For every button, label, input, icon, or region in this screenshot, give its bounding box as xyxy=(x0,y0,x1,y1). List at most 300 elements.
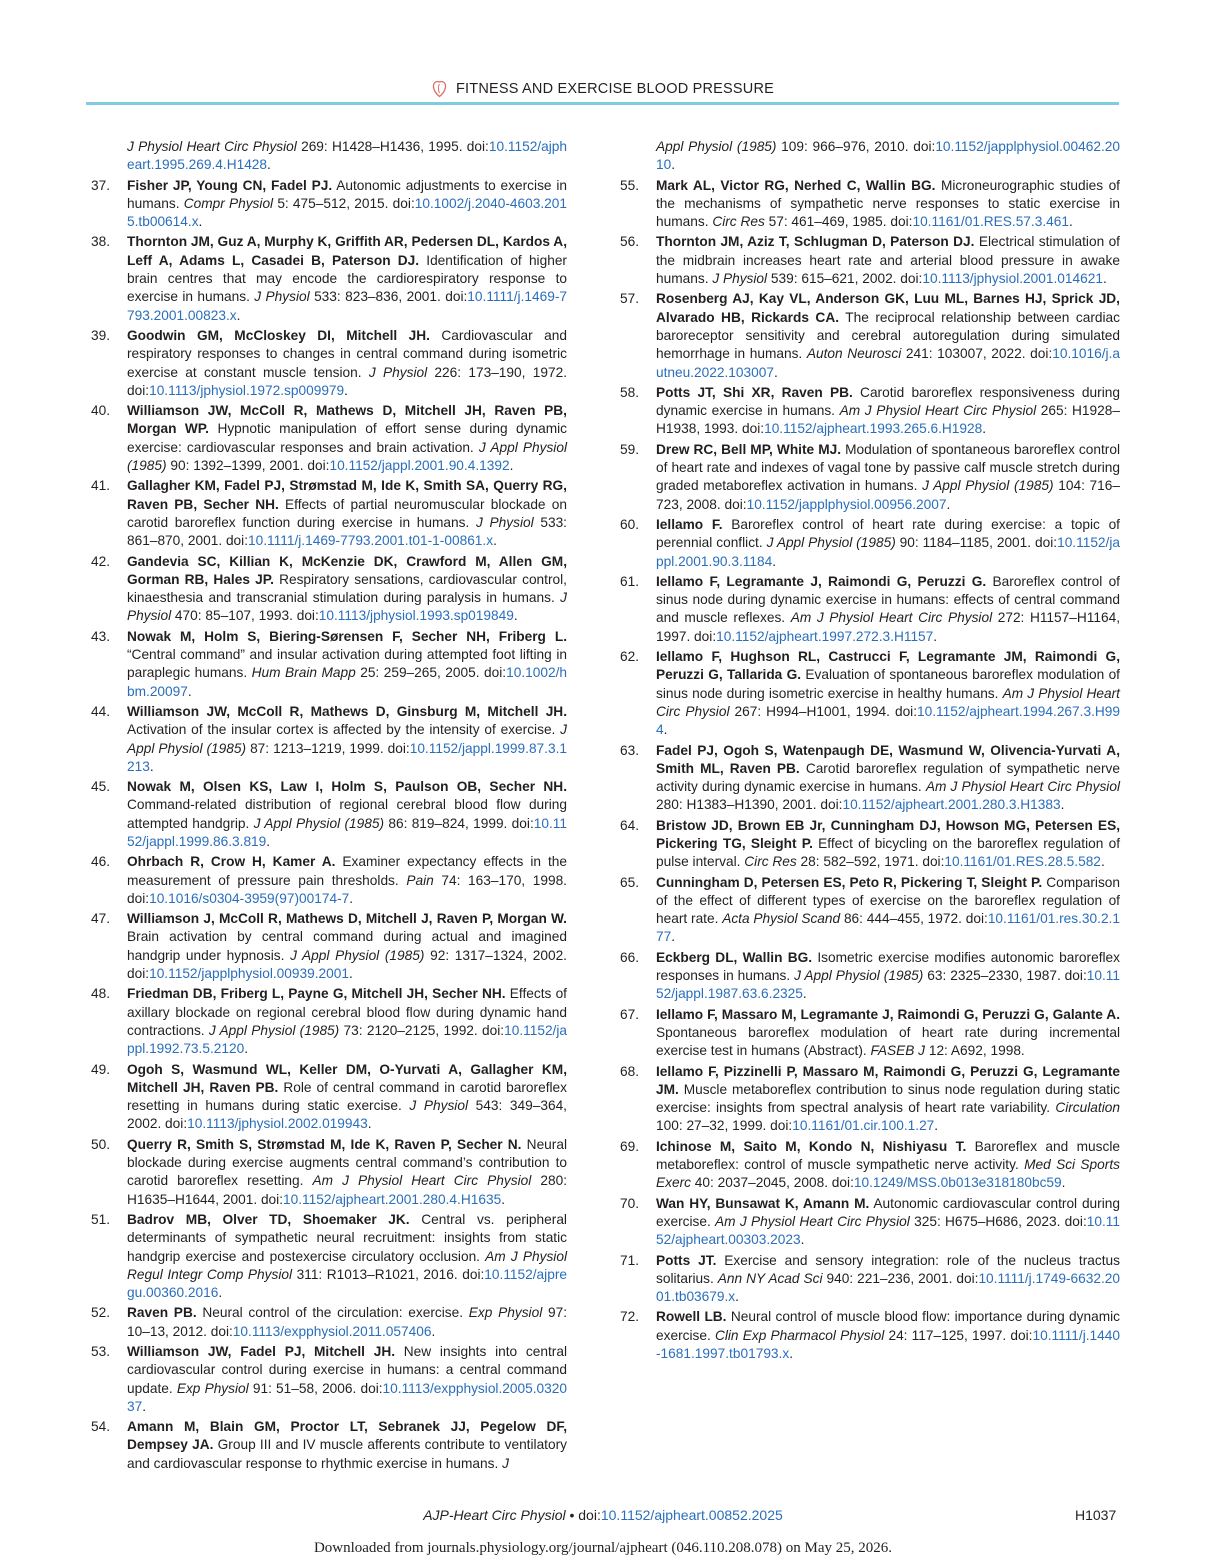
reference-end: . xyxy=(493,533,497,549)
reference-item xyxy=(89,1343,567,1416)
reference-doi-link[interactable]: 10.1152/ajpheart.00303.2023 xyxy=(656,1213,1121,1248)
reference-authors: Eckberg DL, Wallin BG. xyxy=(656,949,813,965)
reference-number: 58. xyxy=(620,384,640,400)
reference-citation: 104: 716–723, 2008. doi: xyxy=(656,478,1121,512)
reference-title: Effect of bicycling on the baroreflex regulation of pulse interval. xyxy=(656,835,1120,870)
reference-doi-link[interactable]: 10.1152/jappl.1992.73.5.2120 xyxy=(127,1022,568,1057)
reference-citation: 25: 259–265, 2005. doi: xyxy=(355,665,507,681)
page-footer xyxy=(0,1507,1206,1527)
reference-authors: Mark AL, Victor RG, Nerhed C, Wallin BG. xyxy=(656,177,936,193)
reference-end: . xyxy=(735,1289,739,1305)
reference-number: 39. xyxy=(91,327,111,343)
reference-authors: Williamson JW, McColl R, Mathews D, Ginsburg M, Mitchell JH. xyxy=(127,703,567,719)
reference-journal: Am J Physiol Heart Circ Physiol xyxy=(839,403,1037,419)
reference-journal: J Physiol xyxy=(712,271,768,287)
reference-number: 69. xyxy=(620,1138,640,1154)
reference-journal: Am J Physiol Heart Circ Physiol xyxy=(312,1173,532,1189)
reference-authors: Bristow JD, Brown EB Jr, Cunningham DJ, Howson MG, Petersen ES, Pickering TG, Sleight P. xyxy=(656,817,1120,851)
reference-item xyxy=(618,138,1120,175)
reference-authors: Amann M, Blain GM, Proctor LT, Sebranek JJ, Pegelow DF, Dempsey JA. xyxy=(127,1419,567,1453)
reference-doi-link[interactable]: 10.1152/jappl.2001.90.3.1184 xyxy=(656,535,1120,569)
reference-doi-link[interactable]: 10.1152/jappl.2001.90.4.1392 xyxy=(329,458,510,474)
reference-end: . xyxy=(149,758,154,774)
reference-title: Electrical stimulation of the midbrain increases heart rate and arterial blood pressure in awake humans. xyxy=(656,234,1120,287)
reference-journal: J Appl Physiol (1985) xyxy=(922,478,1054,494)
reference-item xyxy=(89,1211,567,1302)
heart-outline-icon xyxy=(432,80,447,98)
reference-title: Autonomic adjustments to exercise in humans. xyxy=(127,177,567,211)
reference-citation: 311: R1013–R1021, 2016. doi: xyxy=(292,1266,485,1282)
reference-title: Identification of higher brain centres that may encode the cardiorespiratory response to exercise in humans. xyxy=(127,252,567,305)
reference-item xyxy=(89,985,567,1058)
reference-number: 68. xyxy=(620,1063,640,1079)
reference-item xyxy=(618,1308,1120,1363)
reference-doi-link[interactable]: 10.1152/japplphysiol.00462.2010 xyxy=(656,139,1120,173)
reference-doi-link[interactable]: 10.1249/MSS.0b013e318180bc59 xyxy=(853,1175,1062,1191)
header-rule xyxy=(86,102,1119,105)
reference-authors: Raven PB. xyxy=(127,1305,197,1321)
reference-journal: J Physiol xyxy=(475,514,534,530)
reference-item xyxy=(89,177,567,232)
reference-citation: 40: 2037–2045, 2008. doi: xyxy=(691,1175,854,1191)
reference-title: Exercise and sensory integration: role of the nucleus tractus solitarius. xyxy=(656,1252,1121,1286)
reference-number: 64. xyxy=(620,817,640,833)
reference-doi-link[interactable]: 10.1152/jappl.1999.87.3.1213 xyxy=(127,740,567,774)
reference-item xyxy=(618,441,1120,514)
reference-end: . xyxy=(1102,271,1107,287)
reference-doi-link[interactable]: 10.1111/j.1440-1681.1997.tb01793.x xyxy=(656,1327,1120,1361)
reference-authors: Ichinose M, Saito M, Kondo N, Nishiyasu T. xyxy=(656,1138,967,1154)
reference-item xyxy=(89,138,567,175)
reference-doi-link[interactable]: 10.1152/ajpheart.1995.269.4.H1428 xyxy=(127,139,567,173)
reference-item xyxy=(618,516,1120,571)
reference-title: Brain activation by central command during actual and imagined handgrip under hypnosis. xyxy=(127,929,567,963)
reference-journal: J Appl Physiol (1985) xyxy=(290,947,425,963)
reference-number: 62. xyxy=(620,649,640,665)
reference-end: . xyxy=(431,1323,436,1339)
reference-end: . xyxy=(218,1285,223,1301)
reference-number: 52. xyxy=(91,1305,111,1321)
reference-doi-link[interactable]: 10.1152/japplphysiol.00956.2007 xyxy=(746,496,947,512)
reference-citation: 325: H675–H686, 2023. doi: xyxy=(909,1213,1087,1229)
reference-authors: Williamson J, McColl R, Mathews D, Mitchell J, Raven P, Morgan W. xyxy=(127,911,567,927)
reference-authors: Williamson JW, Fadel PJ, Mitchell JH. xyxy=(127,1344,396,1359)
reference-number: 63. xyxy=(620,742,640,758)
reference-number: 56. xyxy=(620,234,640,250)
reference-title: Group III and IV muscle afferents contribute to ventilatory and cardiovascular response to rhythmic exercise in humans. xyxy=(127,1437,567,1471)
reference-end: . xyxy=(982,421,987,437)
reference-end: . xyxy=(802,986,807,1002)
reference-number: 41. xyxy=(91,478,111,494)
reference-citation: 267: H994–H1001, 1994. doi: xyxy=(729,703,918,719)
reference-item xyxy=(618,874,1120,947)
reference-citation: 24: 117–125, 1997. doi: xyxy=(884,1327,1033,1343)
reference-journal: Circ Res xyxy=(712,214,765,230)
reference-end: . xyxy=(267,157,271,173)
reference-title: Central vs. peripheral determinants of sympathetic neural recruitment: insights from static handgrip exercise and postexercise circulatory occlusion. xyxy=(127,1211,567,1264)
reference-end: . xyxy=(773,364,778,380)
reference-title: Examiner expectancy effects in the measurement of pressure pain thresholds. xyxy=(127,854,567,888)
reference-authors: Goodwin GM, McCloskey DI, Mitchell JH. xyxy=(127,327,430,343)
reference-number: 59. xyxy=(620,441,640,457)
reference-doi-link[interactable]: 10.1152/ajpheart.1994.267.3.H994 xyxy=(656,703,1120,738)
reference-title: Spontaneous baroreflex modulation of heart rate during incremental exercise test in humans (Abstract). xyxy=(656,1024,1120,1059)
reference-title: Activation of the insular cortex is affected by the intensity of exercise. xyxy=(127,722,561,738)
reference-item xyxy=(89,233,567,324)
reference-authors: Potts JT, Shi XR, Raven PB. xyxy=(656,384,853,400)
reference-authors: Drew RC, Bell MP, White MJ. xyxy=(656,441,842,457)
reference-end: . xyxy=(509,458,514,474)
reference-citation: 539: 615–621, 2002. doi: xyxy=(767,271,923,287)
reference-end: . xyxy=(772,553,777,569)
reference-number: 72. xyxy=(620,1309,640,1325)
reference-item xyxy=(89,477,567,550)
reference-authors: Rosenberg AJ, Kay VL, Anderson GK, Luu ML, Barnes HJ, Sprick JD, Alvarado HB, Rickards CA. xyxy=(656,291,1120,325)
reference-authors: Rowell LB. xyxy=(656,1309,727,1325)
reference-number: 71. xyxy=(620,1252,640,1268)
reference-end: . xyxy=(1060,797,1065,813)
reference-item xyxy=(89,778,567,851)
reference-item xyxy=(89,1136,567,1209)
footer-doi-link[interactable]: 10.1152/ajpheart.00852.2025 xyxy=(600,1507,783,1523)
reference-authors: Williamson JW, McColl R, Mathews D, Mitchell JH, Raven PB, Morgan WP. xyxy=(127,403,567,437)
reference-item xyxy=(618,1252,1120,1307)
reference-journal: J xyxy=(502,1455,509,1471)
reference-title: Carotid baroreflex regulation of sympathetic nerve activity during dynamic exercise in humans. xyxy=(656,760,1120,795)
reference-journal: Auton Neurosci xyxy=(806,346,902,362)
reference-number: 54. xyxy=(91,1419,111,1435)
reference-title: Hypnotic manipulation of effort sense during dynamic exercise: cardiovascular responses and brain activation. xyxy=(127,421,568,455)
reference-title: Autonomic cardiovascular control during exercise. xyxy=(656,1195,1120,1229)
reference-journal: Pain xyxy=(406,872,434,888)
reference-title: Baroreflex and muscle metaboreflex: control of muscle sympathetic nerve activity. xyxy=(656,1138,1120,1173)
reference-number: 55. xyxy=(620,177,640,193)
reference-journal: Circulation xyxy=(1055,1100,1120,1116)
reference-citation: 86: 819–824, 1999. doi: xyxy=(384,815,534,831)
reference-number: 47. xyxy=(91,911,111,927)
reference-doi-link[interactable]: 10.1113/jphysiol.1972.sp009979 xyxy=(149,382,345,398)
reference-doi-link[interactable]: 10.1152/ajpheart.1997.272.3.H1157 xyxy=(716,628,934,644)
reference-number: 43. xyxy=(91,628,111,644)
reference-end: . xyxy=(946,496,951,512)
reference-title: Modulation of spontaneous baroreflex control of heart rate and indexes of vagal tone by passive calf muscle stretch during graded metaboreflex activation in humans. xyxy=(656,441,1120,494)
reference-number: 53. xyxy=(91,1344,111,1359)
reference-number: 49. xyxy=(91,1061,111,1077)
reference-doi-link[interactable]: 10.1111/j.1469-7793.2001.t01-1-00861.x xyxy=(248,533,494,549)
reference-doi-link[interactable]: 10.1111/j.1749-6632.2001.tb03679.x xyxy=(656,1270,1120,1305)
reference-authors: Querry R, Smith S, Strømstad M, Ide K, Raven P, Secher N. xyxy=(127,1136,522,1152)
reference-item xyxy=(89,910,567,983)
download-notice: Downloaded from journals.physiology.org/journal/ajpheart (046.110.208.078) on May 25, 2026. xyxy=(313,1540,893,1556)
footer-journal: AJP-Heart Circ Physiol xyxy=(423,1507,566,1523)
reference-item xyxy=(618,1195,1120,1250)
reference-item xyxy=(89,1304,567,1341)
reference-authors: Wan HY, Bunsawat K, Amann M. xyxy=(656,1195,870,1211)
reference-item xyxy=(89,553,567,626)
reference-end: . xyxy=(663,722,668,738)
reference-citation: 57: 461–469, 1985. doi: xyxy=(764,214,913,230)
reference-end: . xyxy=(800,1232,805,1248)
reference-item xyxy=(618,742,1120,815)
reference-number: 37. xyxy=(91,177,111,193)
reference-journal: J Appl Physiol (1985) xyxy=(127,722,567,756)
reference-authors: Iellamo F, Massaro M, Legramante J, Raimondi G, Peruzzi G, Galante A. xyxy=(656,1006,1120,1022)
reference-item xyxy=(618,233,1120,288)
reference-item xyxy=(89,628,567,701)
reference-end: . xyxy=(671,929,676,945)
reference-authors: Thornton JM, Guz A, Murphy K, Griffith AR, Pedersen DL, Kardos A, Leff A, Adams L, Casadei B, Paterson DJ. xyxy=(127,234,567,268)
reference-journal: FASEB J xyxy=(870,1043,926,1059)
reference-end: . xyxy=(198,214,203,230)
reference-citation: 280: H1635–H1644, 2001. doi: xyxy=(127,1173,567,1207)
reference-journal: Am J Physiol Heart Circ Physiol xyxy=(715,1213,910,1229)
reference-end: . xyxy=(348,966,353,982)
reference-title: Neural control of muscle blood flow: importance during dynamic exercise. xyxy=(656,1309,1120,1343)
reference-doi-link[interactable]: 10.1161/01.cir.100.1.27 xyxy=(792,1118,935,1134)
reference-journal: J Appl Physiol (1985) xyxy=(127,439,567,474)
reference-journal: J Appl Physiol (1985) xyxy=(766,535,896,551)
reference-authors: Badrov MB, Olver TD, Shoemaker JK. xyxy=(127,1211,410,1227)
reference-title: Microneurographic studies of the mechanisms of sympathetic nerve responses to static exercise in humans. xyxy=(656,177,1120,230)
reference-doi-link[interactable]: 10.1152/ajpheart.2001.280.4.H1635 xyxy=(283,1191,502,1207)
reference-doi-link[interactable]: 10.1113/expphysiol.2005.032037 xyxy=(127,1380,567,1414)
reference-citation: 87: 1213–1219, 1999. doi: xyxy=(246,740,410,756)
reference-item xyxy=(89,853,567,908)
reference-number: 61. xyxy=(620,573,640,589)
reference-doi-link[interactable]: 10.1113/jphysiol.2001.014621 xyxy=(922,271,1103,287)
reference-title: New insights into central cardiovascular control during exercise in humans: a central command update. xyxy=(127,1344,567,1396)
reference-end: . xyxy=(142,1398,147,1414)
reference-number: 65. xyxy=(620,874,640,890)
reference-journal: Med Sci Sports Exerc xyxy=(656,1157,1120,1191)
reference-title: Effects of axillary blockade on regional cerebral blood flow during dynamic hand contractions. xyxy=(127,986,567,1038)
reference-title: The reciprocal relationship between cardiac baroreceptor sensitivity and cerebral autoregulation during simulated hemorrhage in humans. xyxy=(656,309,1121,362)
reference-title: Neural control of the circulation: exercise. xyxy=(196,1305,469,1321)
reference-title: Respiratory sensations, cardiovascular control, kinaesthesia and transcranial stimulation during paralysis in humans. xyxy=(127,571,567,606)
reference-number: 70. xyxy=(620,1195,640,1211)
reference-citation: 226: 173–190, 1972. doi: xyxy=(127,364,567,398)
reference-citation: 63: 2325–2330, 1987. doi: xyxy=(923,968,1087,984)
reference-citation: 12: A692, 1998. xyxy=(925,1043,1025,1059)
reference-title: Neural blockade during exercise augments central command’s contribution to carotid baroreflex resetting. xyxy=(127,1136,568,1189)
reference-authors: Gallagher KM, Fadel PJ, Strømstad M, Ide K, Smith SA, Querry RG, Raven PB, Secher NH. xyxy=(127,478,567,512)
reference-authors: Nowak M, Olsen KS, Law I, Holm S, Paulson OB, Secher NH. xyxy=(127,779,567,795)
reference-end: . xyxy=(344,382,348,398)
reference-journal: Appl Physiol (1985) xyxy=(656,139,777,154)
reference-number: 44. xyxy=(91,703,111,719)
reference-journal: Ann NY Acad Sci xyxy=(717,1270,823,1286)
reference-title: Evaluation of spontaneous baroreflex modulation of sinus node during isometric exercise in healthy humans. xyxy=(656,667,1120,701)
reference-doi-link[interactable]: 10.1152/jappl.1999.86.3.819 xyxy=(127,815,568,849)
reference-authors: Gandevia SC, Killian K, McKenzie DK, Crawford M, Allen GM, Gorman RB, Hales JP. xyxy=(127,553,567,587)
reference-title: Role of central command in carotid baroreflex resetting in humans during static exercise. xyxy=(127,1079,568,1114)
reference-citation: 86: 444–455, 1972. doi: xyxy=(840,911,988,927)
reference-number: 38. xyxy=(91,234,111,250)
reference-doi-link[interactable]: 10.1152/jappl.1987.63.6.2325 xyxy=(656,968,1120,1002)
reference-citation: 28: 582–592, 1971. doi: xyxy=(796,854,945,870)
reference-authors: Iellamo F. xyxy=(656,516,723,532)
reference-journal: Am J Physiol Heart Circ Physiol xyxy=(656,685,1120,719)
reference-end: . xyxy=(244,1041,249,1057)
reference-item xyxy=(618,573,1120,646)
reference-journal: Am J Physiol Heart Circ Physiol xyxy=(790,610,993,626)
reference-title: Isometric exercise modifies autonomic baroreflex responses in humans. xyxy=(656,949,1121,984)
reference-end: . xyxy=(187,683,192,699)
reference-number: 42. xyxy=(91,553,111,569)
reference-number: 57. xyxy=(620,291,640,307)
reference-journal: Am J Physiol Heart Circ Physiol xyxy=(925,779,1120,795)
reference-journal: J Physiol xyxy=(254,289,310,305)
reference-number: 50. xyxy=(91,1136,111,1152)
reference-citation: 280: H1383–H1390, 2001. doi: xyxy=(656,797,843,813)
reference-journal: J Physiol xyxy=(127,590,567,624)
reference-item xyxy=(618,1063,1120,1136)
reference-title: Cardiovascular and respiratory responses to changes in central command during isometric exercise at constant muscle tension. xyxy=(127,327,567,380)
reference-journal: Hum Brain Mapp xyxy=(251,665,356,681)
reference-doi-link[interactable]: 10.1152/ajpheart.1993.265.6.H1928 xyxy=(764,421,983,437)
reference-end: . xyxy=(1100,854,1105,870)
reference-citation: 533: 861–870, 2001. doi: xyxy=(127,514,567,549)
reference-journal: J Physiol xyxy=(368,364,428,380)
reference-end: . xyxy=(1068,214,1073,230)
reference-item xyxy=(618,648,1120,739)
reference-item xyxy=(618,384,1120,439)
reference-end: . xyxy=(789,1346,793,1361)
reference-item xyxy=(89,402,567,475)
reference-item xyxy=(618,817,1120,872)
header-title: FITNESS AND EXERCISE BLOOD PRESSURE xyxy=(455,81,775,97)
reference-end: . xyxy=(671,157,676,173)
reference-authors: Iellamo F, Hughson RL, Castrucci F, Legramante JM, Raimondi G, Peruzzi G, Tallarida G. xyxy=(656,649,1120,683)
reference-journal: Clin Exp Pharmacol Physiol xyxy=(714,1327,885,1343)
reference-title: Command-related distribution of regional cerebral blood flow during attempted handgrip. xyxy=(127,797,567,831)
reference-title: Effects of partial neuromuscular blockade on carotid baroreflex function during exercise in humans. xyxy=(127,496,567,530)
reference-authors: Fisher JP, Young CN, Fadel PJ. xyxy=(127,177,333,193)
reference-citation: 74: 163–170, 1998. doi: xyxy=(127,872,567,906)
reference-citation: 470: 85–107, 1993. doi: xyxy=(171,608,319,624)
running-header xyxy=(0,78,1206,100)
reference-item xyxy=(89,703,567,776)
reference-title: Muscle metaboreflex contribution to sinus node regulation during static exercise: insights from spectral analysis of heart rate variability. xyxy=(656,1081,1120,1116)
reference-citation: 100: 27–32, 1999. doi: xyxy=(656,1118,793,1134)
reference-journal: J Appl Physiol (1985) xyxy=(794,968,924,984)
reference-doi-link[interactable]: 10.1016/s0304-3959(97)00174-7 xyxy=(149,890,350,906)
reference-doi-link[interactable]: 10.1161/01.res.30.2.177 xyxy=(656,911,1120,945)
reference-citation: 265: H1928–H1938, 1993. doi: xyxy=(656,403,1120,437)
reference-doi-link[interactable]: 10.1002/j.2040-4603.2015.tb00614.x xyxy=(127,195,567,230)
reference-end: . xyxy=(934,1118,939,1134)
reference-number: 40. xyxy=(91,403,111,419)
reference-item xyxy=(89,1061,567,1134)
reference-authors: Iellamo F, Pizzinelli P, Massaro M, Raimondi G, Peruzzi G, Legramante JM. xyxy=(656,1063,1120,1097)
reference-authors: Nowak M, Holm S, Biering-Sørensen F, Secher NH, Friberg L. xyxy=(127,628,567,644)
reference-journal: J Appl Physiol (1985) xyxy=(253,815,385,831)
reference-end: . xyxy=(1061,1175,1066,1191)
reference-journal: Exp Physiol xyxy=(176,1380,249,1396)
reference-item xyxy=(618,177,1120,232)
reference-citation: 109: 966–976, 2010. doi: xyxy=(776,139,936,154)
reference-authors: Friedman DB, Friberg L, Payne G, Mitchell JH, Secher NH. xyxy=(127,986,506,1002)
reference-authors: Thornton JM, Aziz T, Schlugman D, Paterson DJ. xyxy=(656,234,975,250)
reference-doi-link[interactable]: 10.1152/ajpregu.00360.2016 xyxy=(127,1266,567,1301)
reference-end: . xyxy=(513,608,518,624)
reference-doi-link[interactable]: 10.1152/japplphysiol.00939.2001 xyxy=(149,966,349,982)
reference-journal: Acta Physiol Scand xyxy=(722,911,841,927)
reference-citation: 90: 1392–1399, 2001. doi: xyxy=(166,458,330,474)
reference-citation: 533: 823–836, 2001. doi: xyxy=(309,289,468,305)
reference-citation: 940: 221–236, 2001. doi: xyxy=(822,1270,979,1286)
reference-citation: 90: 1184–1185, 2001. doi: xyxy=(895,535,1058,551)
reference-doi-link[interactable]: 10.1111/j.1469-7793.2001.00823.x xyxy=(127,289,567,323)
reference-citation: 241: 103007, 2022. doi: xyxy=(901,346,1053,362)
reference-authors: Fadel PJ, Ogoh S, Watenpaugh DE, Wasmund W, Olivencia-Yurvati A, Smith ML, Raven PB. xyxy=(656,742,1120,776)
reference-item xyxy=(618,290,1120,381)
reference-authors: Potts JT. xyxy=(656,1252,717,1268)
reference-title: Baroreflex control of sinus node during dynamic exercise in humans: effects of central command and muscle reflexes. xyxy=(656,573,1120,626)
reference-end: . xyxy=(236,307,241,323)
reference-title: “Central command” and insular activation during attempted foot lifting in paraplegic humans. xyxy=(127,647,567,681)
reference-end: . xyxy=(349,890,354,906)
reference-item xyxy=(89,1418,567,1473)
reference-number: 51. xyxy=(91,1211,111,1227)
reference-doi-link[interactable]: 10.1113/jphysiol.2002.019943 xyxy=(187,1116,368,1132)
reference-doi-link[interactable]: 10.1016/j.autneu.2022.103007 xyxy=(656,346,1120,380)
reference-journal: Compr Physiol xyxy=(183,195,274,211)
reference-item xyxy=(618,1006,1120,1061)
reference-authors: Iellamo F, Legramante J, Raimondi G, Peruzzi G. xyxy=(656,573,987,589)
reference-journal: Circ Res xyxy=(744,854,797,870)
reference-number: 60. xyxy=(620,516,640,532)
reference-citation: 73: 2120–2125, 1992. doi: xyxy=(339,1022,505,1038)
reference-doi-link[interactable]: 10.1113/jphysiol.1993.sp019849 xyxy=(318,608,514,624)
reference-citation: 97: 10–13, 2012. doi: xyxy=(127,1305,568,1339)
reference-authors: Ogoh S, Wasmund WL, Keller DM, O-Yurvati A, Gallagher KM, Mitchell JH, Raven PB. xyxy=(127,1061,567,1095)
reference-item xyxy=(618,1138,1120,1193)
footer-separator: • doi: xyxy=(565,1507,601,1523)
reference-item xyxy=(618,949,1120,1004)
reference-item xyxy=(89,327,567,400)
reference-citation: 543: 349–364, 2002. doi: xyxy=(127,1098,567,1132)
reference-end: . xyxy=(501,1191,505,1207)
references-right-column xyxy=(618,138,1120,1365)
reference-number: 48. xyxy=(91,986,111,1002)
page-number: H1037 xyxy=(1075,1507,1117,1523)
reference-authors: Ohrbach R, Crow H, Kamer A. xyxy=(127,854,336,870)
reference-citation: 91: 51–58, 2006. doi: xyxy=(248,1380,383,1396)
reference-end: . xyxy=(367,1116,372,1132)
reference-journal: Exp Physiol xyxy=(468,1305,543,1321)
reference-doi-link[interactable]: 10.1113/expphysiol.2011.057406 xyxy=(232,1323,432,1339)
reference-authors: Cunningham D, Petersen ES, Peto R, Pickering T, Sleight P. xyxy=(656,874,1043,890)
reference-journal: J Appl Physiol (1985) xyxy=(208,1022,340,1038)
reference-number: 67. xyxy=(620,1006,640,1022)
reference-doi-link[interactable]: 10.1152/ajpheart.2001.280.3.H1383 xyxy=(842,797,1061,813)
reference-doi-link[interactable]: 10.1161/01.RES.57.3.461 xyxy=(912,214,1069,230)
reference-citation: 269: H1428–H1436, 1995. doi: xyxy=(296,139,489,154)
reference-journal: Am J Physiol Regul Integr Comp Physiol xyxy=(127,1248,568,1282)
reference-title: Baroreflex control of heart rate during exercise: a topic of perennial conflict. xyxy=(656,516,1120,551)
reference-doi-link[interactable]: 10.1002/hbm.20097 xyxy=(127,665,568,699)
reference-citation: 5: 475–512, 2015. doi: xyxy=(273,195,415,211)
reference-doi-link[interactable]: 10.1161/01.RES.28.5.582 xyxy=(944,854,1101,870)
reference-title: Carotid baroreflex responsiveness during dynamic exercise in humans. xyxy=(656,384,1120,419)
reference-number: 45. xyxy=(91,779,111,795)
reference-journal: J Physiol Heart Circ Physiol xyxy=(127,139,297,154)
references-left-column xyxy=(89,138,567,1475)
reference-citation: 92: 1317–1324, 2002. doi: xyxy=(127,947,567,982)
reference-number: 66. xyxy=(620,949,640,965)
reference-number: 46. xyxy=(91,854,111,870)
